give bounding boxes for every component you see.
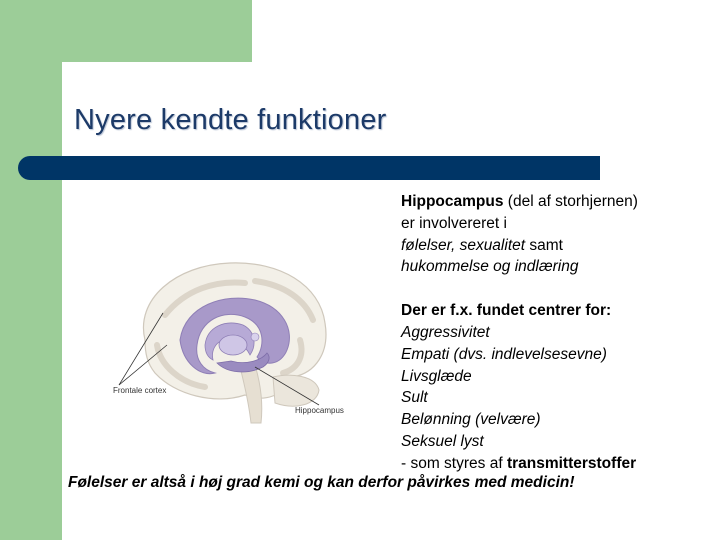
hippocampus-note: (del af storhjernen) bbox=[503, 193, 638, 210]
cerebellum bbox=[273, 375, 319, 406]
label-frontal-cortex: Frontale cortex bbox=[113, 386, 167, 395]
slide-title: Nyere kendte funktioner bbox=[74, 104, 387, 136]
paragraph-hippocampus-line2: er involvereret i bbox=[401, 214, 507, 232]
thalamus bbox=[219, 335, 247, 355]
transmitter-term: transmitterstoffer bbox=[506, 454, 637, 472]
label-hippocampus: Hippocampus bbox=[295, 406, 344, 415]
centre-item: Belønning (velvære) bbox=[401, 411, 541, 429]
transmitter-prefix: - som styres af bbox=[401, 454, 507, 472]
centre-item: Livsglæde bbox=[401, 367, 472, 385]
brain-illustration bbox=[105, 245, 345, 425]
paragraph-gap bbox=[401, 278, 638, 300]
centre-item: Sult bbox=[401, 389, 428, 407]
centre-item: Seksuel lyst bbox=[401, 432, 484, 450]
slide-text-block bbox=[401, 191, 638, 475]
paragraph-hippocampus-line1 bbox=[401, 191, 638, 213]
centres-heading: Der er f.x. fundet centrer for: bbox=[401, 302, 612, 320]
conclusion-text: Følelser er altså i høj grad kemi og kan derfor påvirkes med medicin! bbox=[68, 474, 575, 491]
green-left-band bbox=[0, 0, 62, 540]
paragraph-hippocampus-line4: hukommelse og indlæring bbox=[401, 258, 579, 276]
centre-item: Aggressivitet bbox=[401, 323, 490, 341]
title-underline-bar bbox=[18, 156, 600, 180]
emotions-sexuality-term: følelser, sexualitet bbox=[401, 236, 526, 254]
and-word: samt bbox=[525, 236, 563, 254]
hippocampus-term: Hippocampus bbox=[401, 193, 504, 210]
transmitter-line bbox=[401, 453, 638, 475]
centre-item: Empati (dvs. indlevelsesevne) bbox=[401, 345, 607, 363]
paragraph-hippocampus-line3 bbox=[401, 235, 638, 257]
